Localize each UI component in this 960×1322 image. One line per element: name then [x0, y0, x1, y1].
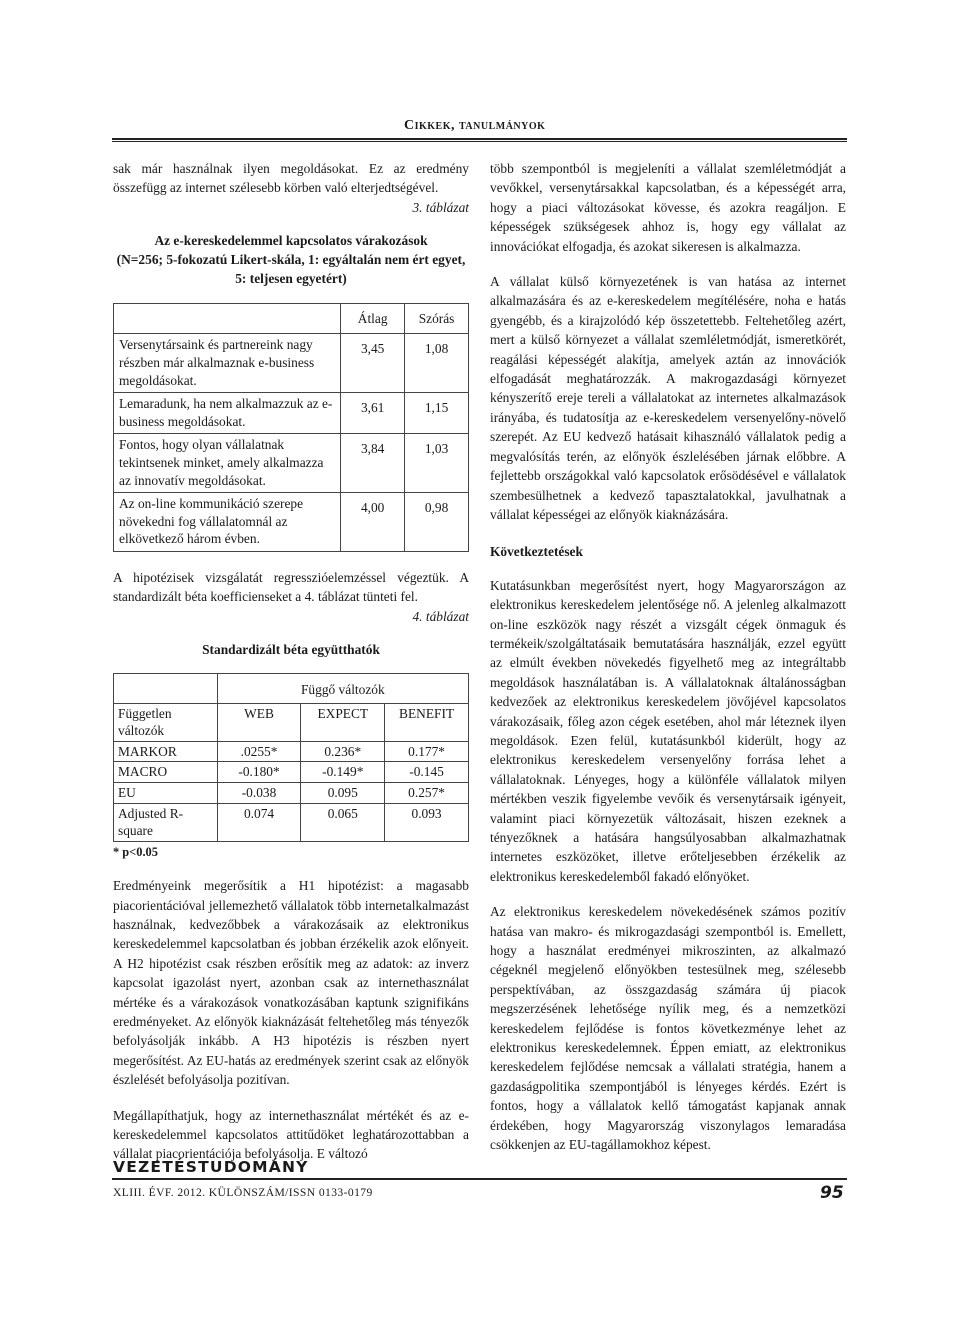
- table4-cell: -0.180*: [217, 762, 301, 783]
- table3-mean: 3,84: [341, 434, 405, 493]
- table3-empty-header: [114, 303, 341, 334]
- table4-cell: 0.095: [301, 782, 385, 803]
- table4-dependent-header: Függő változók: [217, 673, 468, 703]
- table4-cell: -0.145: [385, 762, 469, 783]
- table-row: [114, 434, 469, 493]
- table3-sd: 0,98: [405, 493, 469, 552]
- journal-brand: VEZETÉSTUDOMÁNY: [113, 1158, 309, 1176]
- table4-cell: 0.074: [217, 803, 301, 841]
- header-rule-thin: [112, 141, 847, 142]
- table3-subtitle: (N=256; 5-fokozatú Likert-skála, 1: egyáltalán nem ért egyet, 5: teljesen egyetért): [116, 252, 466, 287]
- right-paragraph-4: Az elektronikus kereskedelem növekedésének számos pozitív hatása van makro- és mikrogazdasági szempontból is. Emellett, hogy a használat eredményei mikroszinten, az alkalmazó cégeknél megjelenő előnyökben testesülnek meg, szélesebb perspektívában, az összgazdaság számára új piacok megszerzésének lehetősége nyílik meg, és a nemzetközi kereskedelem fejlődése is fontos következménye lehet az elektronikus kereskedelemnek. Éppen emiatt, az elektronikus kereskedelem fejlődése nemcsak a vállalati stratégia, hanem a gazdaságpolitika szempontjából is lényeges kérdés. Ezért is fontos, hogy a vállalatok kellő támogatást kapjanak annak érdekében, hogy Magyarország viszonylagos lemaradása csökkenjen az EU-tagállamokhoz képest.: [490, 904, 846, 1153]
- table-row: [114, 393, 469, 434]
- intro-paragraph: sak már használnak ilyen megoldásokat. Ez az eredmény összefügg az internet szélesebb körben való elterjedtségével.: [113, 161, 469, 196]
- table4-cell: 0.065: [301, 803, 385, 841]
- table3-number: 3. táblázat: [412, 199, 469, 215]
- table3-mean: 4,00: [341, 493, 405, 552]
- table4-cell: 0.093: [385, 803, 469, 841]
- table4-number: 4. táblázat: [412, 608, 469, 624]
- left-column: [113, 159, 469, 1164]
- table3-sd: 1,08: [405, 334, 469, 393]
- table4-col-benefit: BENEFIT: [385, 703, 469, 741]
- table-row: [114, 803, 469, 841]
- table4-corner: [114, 673, 218, 703]
- right-paragraph-3: Kutatásunkban megerősítést nyert, hogy Magyarországon az elektronikus kereskedelem jelentősége nő. A jelenleg alkalmazott on-line eszközök nagy részét a vizsgált cégek önmaguk és termékeik/szolgáltatásaik bemutatására használják, ezzel együtt az elmúlt években növekedés figyelhető meg az integráltabb megoldások használatában is. A vállalatoknak általánosságban kedvezőek az elektronikus kereskedelem jövőjével kapcsolatos várakozásaik, főleg azon cégek esetében, ahol már léteznek ilyen megoldások. Ezen felül, kutatásunkból kiderült, hogy az elektronikus kereskedelem versenyelőny forrása lehet a vállalatoknak. Lényeges, hogy a különféle vállalatok milyen mértékben veszik figyelembe vevőik és versenytársaik igényeit, valamint piaci környezetük változásait, hiszen ezeknek a tényezőknek a hatására hangsúlyosabban alkalmazhatnak internetes eszközöket, illetve erőteljesebben érzékelik az elektronikus kereskedelemből fakadó előnyöket.: [490, 577, 846, 884]
- table3-item: Az on-line kommunikáció szerepe növekedni fog vállalatomnál az elkövetkező három évben.: [114, 493, 341, 552]
- table3-sd: 1,15: [405, 393, 469, 434]
- table3-mean: 3,45: [341, 334, 405, 393]
- table-row: [114, 741, 469, 762]
- table-row: [114, 493, 469, 552]
- table4-col-web: WEB: [217, 703, 301, 741]
- conclusion-start-paragraph: Megállapíthatjuk, hogy az internethasználat mértékét és az e-kereskedelemmel kapcsolatos attitűdöket leghatározottabban a vállalat piacorientációja befolyásolja. E változó: [113, 1107, 469, 1162]
- right-paragraph-2: A vállalat külső környezetének is van hatása az internet alkalmazására és az e-kereskedelem megítélésére, noha e hatás gyengébb, és a kirajzolódó kép összetettebb. Feltehetőleg azért, mert a külső környezet a vállalat szemléletmódját, ismeretkörét, reagálási képességét alakítja, amelyek aztán az innovációk elfogadását meghatározzák. A makrogazdasági környezet kényszerítő ereje tereli a vállalatokat az internetes alkalmazások irányába, és tudatosítja az e-kereskedelem versenyelőny-növelő szerepét. Az EU kedvező hatásait kihasználó vállalatok pedig a megvalósítás terén, az előnyök észlelésében járnak előbbre. A fejlettebb országokkal való kapcsolatok erősödésével e vállalatok szembesülhetnek a kedvező tapasztalatokkal, javulhatnak a vállalat képességei az előnyök kiaknázására.: [490, 274, 846, 522]
- table3-title: Az e-kereskedelemmel kapcsolatos várakozások: [154, 232, 428, 248]
- footer-rule: [112, 1178, 847, 1180]
- table4-cell: 0.177*: [385, 741, 469, 762]
- table-row: [114, 782, 469, 803]
- table3: [113, 303, 469, 552]
- page-number: 95: [820, 1183, 844, 1203]
- table3-item: Versenytársaink és partnereink nagy részben már alkalmaznak e-business megoldásokat.: [114, 334, 341, 393]
- right-column: [490, 159, 846, 1155]
- right-paragraph-1: több szempontból is megjeleníti a vállalat szemléletmódját a vevőkkel, versenytársakkal kapcsolatban, és a képességét arra, hogy a piaci változásokat kövesse, és azokra reagáljon. E képességek szükségesek ahhoz is, hogy egy vállalat az innovációkat elfogadja, és azokat sikeresen is alkalmazza.: [490, 161, 846, 254]
- header-rule: [112, 138, 847, 140]
- table3-col-mean: Átlag: [341, 303, 405, 334]
- section-heading: Következtetések: [490, 544, 583, 560]
- results-paragraph: Eredményeink megerősítik a H1 hipotézist: a magasabb piacorientációval jellemezhető vállalatok több internetalkalmazást használnak, kedvezőbbek a várakozásaik az elektronikus kereskedelemmel kapcsolatban és jobban érzékelik azok előnyeit. A H2 hipotézist csak részben erősítik meg az adatok: az inverz kapcsolat igazolást nyert, azonban csak az internethasználat mértéke és a várakozások vonatkozásában kaptunk szignifikáns eredményeket. Az előnyök kiaknázását feltehetőleg más tényezők befolyásolják inkább. A H3 hipotézis is részben nyert megerősítést. Az EU-hatás az eredmények szerint csak az előnyök észlelését befolyásolja pozitívan.: [113, 878, 469, 1088]
- table4-note: * p<0.05: [113, 844, 158, 859]
- table4-row-label: MARKOR: [114, 741, 218, 762]
- table-row: [114, 334, 469, 393]
- table4-row-label: EU: [114, 782, 218, 803]
- table4-title: Standardizált béta együtthatók: [202, 641, 380, 657]
- table4-dep-header-row: [114, 673, 469, 703]
- table4-independent-header: Független változók: [114, 703, 218, 741]
- table4-col-header-row: [114, 703, 469, 741]
- table4-cell: .0255*: [217, 741, 301, 762]
- table4-col-expect: EXPECT: [301, 703, 385, 741]
- table4-cell: 0.236*: [301, 741, 385, 762]
- table3-header-row: [114, 303, 469, 334]
- section-header: Cikkek, tanulmányok: [404, 118, 546, 133]
- table3-item: Fontos, hogy olyan vállalatnak tekintsenek minket, amely alkalmazza az innovatív megoldásokat.: [114, 434, 341, 493]
- table3-sd: 1,03: [405, 434, 469, 493]
- table4-row-label: Adjusted R-square: [114, 803, 218, 841]
- table4-cell: 0.257*: [385, 782, 469, 803]
- table3-mean: 3,61: [341, 393, 405, 434]
- table-row: [114, 762, 469, 783]
- table4-cell: -0.038: [217, 782, 301, 803]
- issue-info: XLIII. ÉVF. 2012. KÜLÖNSZÁM/ISSN 0133-0179: [113, 1186, 373, 1199]
- table3-col-sd: Szórás: [405, 303, 469, 334]
- regression-paragraph: A hipotézisek vizsgálatát regresszióelemzéssel végeztük. A standardizált béta koefficienseket a 4. táblázat tünteti fel.: [113, 569, 469, 605]
- table3-item: Lemaradunk, ha nem alkalmazzuk az e-business megoldásokat.: [114, 393, 341, 434]
- table4: [113, 673, 469, 842]
- table4-cell: -0.149*: [301, 762, 385, 783]
- table4-row-label: MACRO: [114, 762, 218, 783]
